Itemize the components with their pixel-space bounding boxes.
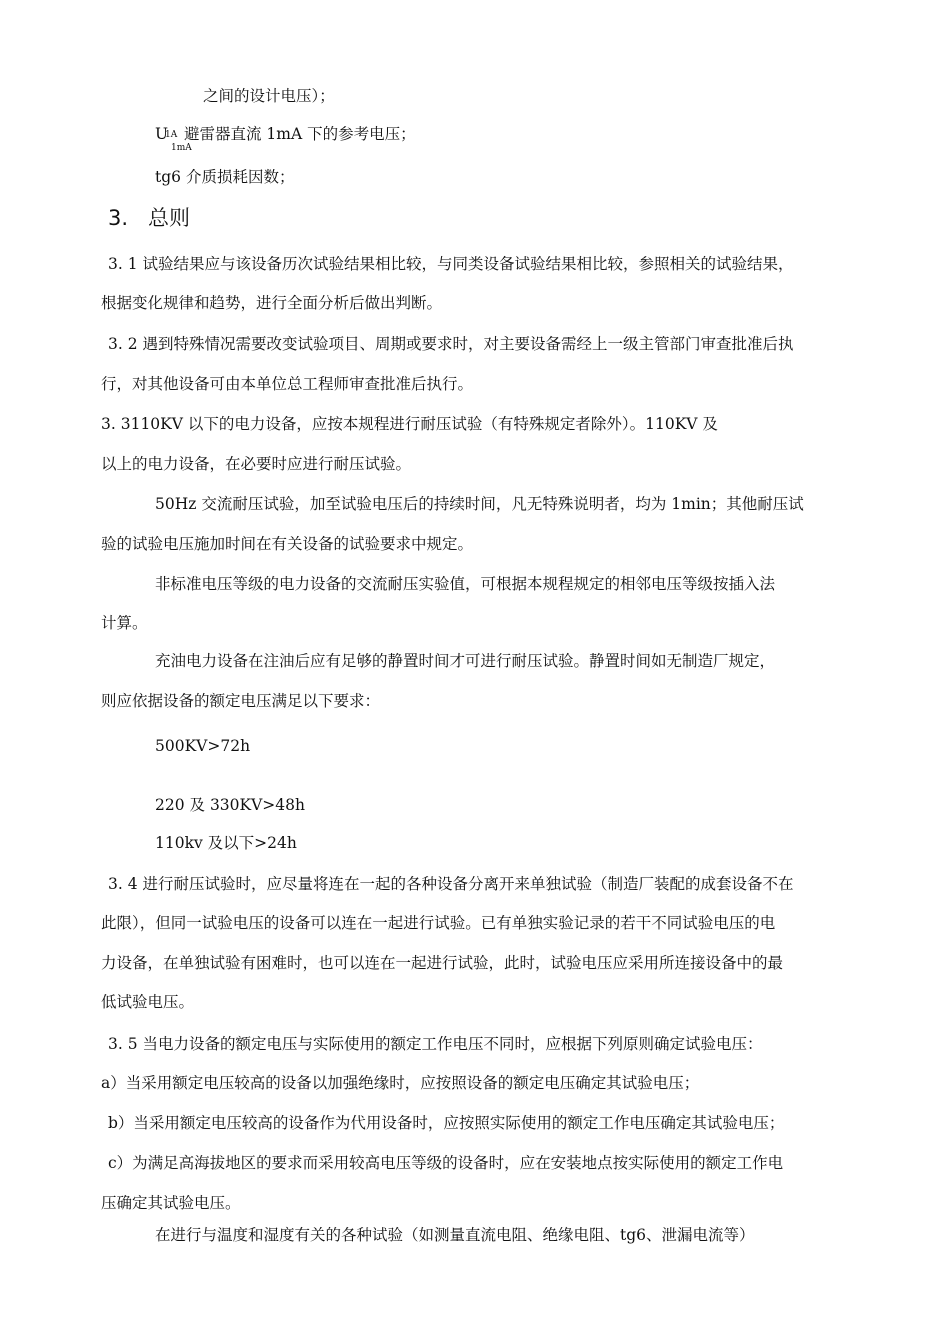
paragraph-3-1-line-1: 3. 1 试验结果应与该设备历次试验结果相比较，与同类设备试验结果相比较，参照相关的试验结果， (108, 255, 794, 273)
paragraph-nonstandard-line-1: 非标准电压等级的电力设备的交流耐压实验值，可根据本规程规定的相邻电压等级按插入法 (155, 575, 776, 593)
paragraph-oil-line-2: 则应依据设备的额定电压满足以下要求： (101, 692, 381, 710)
u1ma-subscript-b: 1mA (171, 143, 192, 153)
paragraph-3-4-line-1: 3. 4 进行耐压试验时，应尽量将连在一起的各种设备分离开来单独试验（制造厂装配的成套设备不在 (108, 875, 794, 893)
paragraph-3-2-line-1: 3. 2 遇到特殊情况需要改变试验项目、周期或要求时，对主要设备需经上一级主管部门审查批准后执 (108, 335, 794, 353)
paragraph-3-4-line-2: 此限），但同一试验电压的设备可以连在一起进行试验。已有单独实验记录的若干不同试验电压的电 (101, 914, 776, 932)
paragraph-3-3-line-1: 3. 3110KV 以下的电力设备，应按本规程进行耐压试验（有特殊规定者除外）。110KV 及 (101, 415, 718, 433)
paragraph-3-3-line-2: 以上的电力设备，在必要时应进行耐压试验。 (101, 455, 412, 473)
requirement-110kv: 110kv 及以下>24h (155, 834, 297, 852)
paragraph-3-4-line-3: 力设备，在单独试验有困难时，也可以连在一起进行试验，此时，试验电压应采用所连接设备中的最 (101, 954, 784, 972)
list-item-c-line-1: c）为满足高海拔地区的要求而采用较高电压等级的设备时，应在安装地点按实际使用的额定工作电 (108, 1154, 784, 1172)
paragraph-nonstandard-line-2: 计算。 (101, 614, 148, 632)
paragraph-oil-line-1: 充油电力设备在注油后应有足够的静置时间才可进行耐压试验。静置时间如无制造厂规定， (155, 652, 776, 670)
paragraph-3-4-line-4: 低试验电压。 (101, 993, 195, 1011)
definition-design-voltage: 之间的设计电压）； (203, 87, 335, 105)
paragraph-3-5-line-1: 3. 5 当电力设备的额定电压与实际使用的额定工作电压不同时，应根据下列原则确定试验电压： (108, 1035, 763, 1053)
paragraph-50hz-line-2: 验的试验电压施加时间在有关设备的试验要求中规定。 (101, 535, 474, 553)
list-item-c-line-2: 压确定其试验电压。 (101, 1194, 241, 1212)
list-item-a: a）当采用额定电压较高的设备以加强绝缘时，应按照设备的额定电压确定其试验电压； (101, 1074, 700, 1092)
section-heading: 3. 总则 (108, 206, 191, 230)
requirement-500kv: 500KV>72h (155, 737, 251, 755)
paragraph-50hz-line-1: 50Hz 交流耐压试验，加至试验电压后的持续时间，凡无特殊说明者，均为 1min；其他耐压试 (155, 495, 804, 513)
paragraph-3-2-line-2: 行，对其他设备可由本单位总工程师审查批准后执行。 (101, 375, 474, 393)
definition-tg6: tg6 介质损耗因数； (155, 168, 295, 186)
definition-u1ma-text: 避雷器直流 1mA 下的参考电压； (184, 125, 416, 143)
paragraph-3-1-line-2: 根据变化规律和趋势，进行全面分析后做出判断。 (101, 294, 443, 312)
list-item-b: b）当采用额定电压较高的设备作为代用设备时，应按照实际使用的额定工作电压确定其试验电压； (108, 1114, 785, 1132)
u1ma-symbol: U (155, 125, 169, 143)
requirement-220-330kv: 220 及 330KV>48h (155, 796, 305, 814)
paragraph-temperature-line-1: 在进行与温度和湿度有关的各种试验（如测量直流电阻、绝缘电阻、tg6、泄漏电流等） (155, 1226, 755, 1244)
u1ma-subscript-a: 1A (165, 130, 178, 140)
